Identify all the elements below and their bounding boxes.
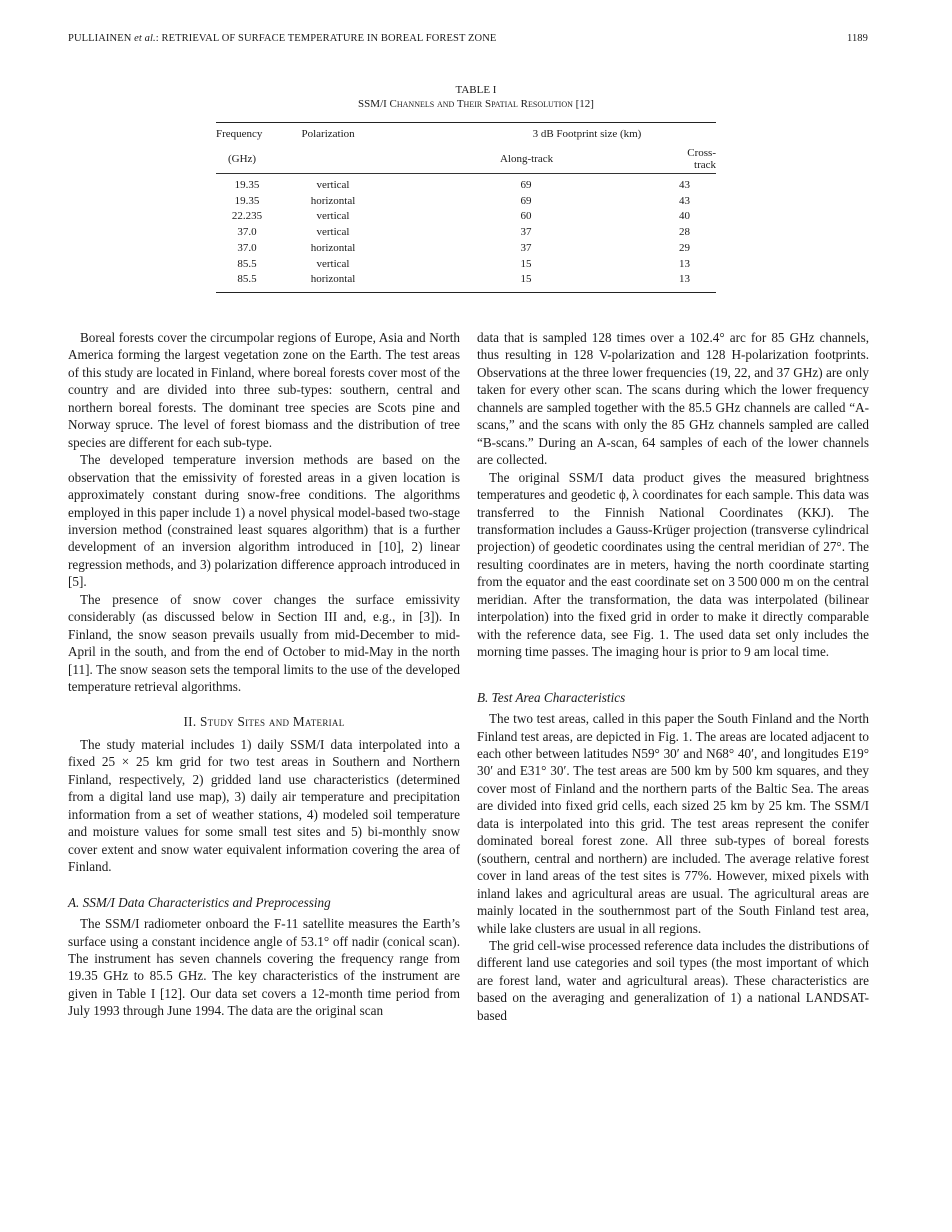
cell-cross: 13 <box>679 257 690 270</box>
ssmi-channels-table <box>216 122 716 293</box>
paragraph: The two test areas, called in this paper the South Finland and the North Finland test areas, are depicted in Fig. 1. The areas are located adjacent to each other between latitudes N59° 30′ and N68° 40′, and longitudes E19° 30′ and E31° 30′. The test areas are 500 km by 500 km squares, and they cover most of Finland and the northern parts of the Baltic Sea. The areas are divided into fixed grid cells, each sized 25 km by 25 km. The SSM/I data is interpolated into this grid. The test areas represent the conifer dominated boreal forest zone. All three sub-types of boreal forests (southern, central and northern) are included. The average relative forest cover in land areas of the test sites is 77%. However, mixed pixels with inland lakes and agricultural areas are usual. The agricultural areas are mainly located in the southernmost part of the South Finland test area, while lake clusters are usual in all regions. <box>477 711 869 936</box>
cell-frequency: 85.5 <box>237 257 257 270</box>
cell-cross: 29 <box>679 241 690 254</box>
header-frequency-unit: (GHz) <box>228 153 257 165</box>
cell-cross: 43 <box>679 194 690 207</box>
cell-along: 69 <box>520 194 532 207</box>
cell-cross: 43 <box>679 179 690 191</box>
header-footprint-group: 3 dB Footprint size (km) <box>532 128 642 140</box>
table-row <box>216 241 716 257</box>
table-header-rule <box>216 173 716 174</box>
table-caption <box>0 83 952 111</box>
page-number: 1189 <box>846 33 868 44</box>
cell-frequency: 85.5 <box>237 273 257 286</box>
paragraph: The developed temperature inversion methods are based on the observation that the emissivity of forested areas in a given location is approximately constant during snow-free conditions. The algorithms employed in this paper include 1) a novel physical model-based two-stage inversion method (constrained least squares algorithm) that is a further development of an inversion algorithm introduced in [10], 2) linear regression methods, and 3) polarization difference approach introduced in [5]. <box>68 452 460 590</box>
table-row <box>216 257 716 273</box>
running-head-paper-title: : RETRIEVAL OF SURFACE TEMPERATURE IN BOREAL FOREST ZONE <box>155 33 497 44</box>
table-title: SSM/I Channels and Their Spatial Resolution [12] <box>358 98 594 110</box>
cell-along: 37 <box>520 241 532 254</box>
table-row <box>216 272 716 288</box>
cell-cross: 40 <box>679 210 690 223</box>
table-body <box>216 178 716 288</box>
cell-polarization: vertical <box>316 179 350 191</box>
cell-frequency: 19.35 <box>234 194 260 207</box>
paragraph: data that is sampled 128 times over a 102.4° arc for 85 GHz channels, thus resulting in 128 V-polarization and 128 H-polarization footprints. Observations at the three lower frequencies (19, 22, and 37 GHz) are only taken for every other scan. The scans during which the lower frequency channels are sampled together with the 85.5 GHz channels are called “A-scans,” and the scans with only the 85 GHz channels sampled are called “B-scans.” During an A-scan, 64 samples of each of the lower channels are collected. <box>477 330 869 468</box>
header-polarization: Polarization <box>301 128 355 140</box>
cell-along: 69 <box>520 179 532 191</box>
paragraph: The study material includes 1) daily SSM/I data interpolated into a fixed 25 × 25 km grid for two test areas in Southern and Northern Finland, respectively, 2) gridded land use characteristics (determined from a digital land use map), 3) daily air temperature and precipitation information from a set of weather stations, 4) modeled soil temperature and moisture values for some small test sites and 5) bi-monthly snow cover extent and snow water equivalent information covering the area of Finland. <box>68 736 460 875</box>
cell-cross: 13 <box>679 273 690 286</box>
subsection-heading-ssmi-data: A. SSM/I Data Characteristics and Preprocessing <box>68 894 331 910</box>
cell-polarization: horizontal <box>310 241 356 254</box>
cell-frequency: 19.35 <box>234 179 260 191</box>
cell-polarization: vertical <box>316 226 350 239</box>
section-heading-study-sites: II. Study Sites and Material <box>183 713 345 729</box>
cell-polarization: horizontal <box>310 273 356 286</box>
cell-frequency: 22.235 <box>231 210 263 223</box>
table-header <box>216 123 716 173</box>
cell-cross: 28 <box>679 226 690 239</box>
table-bottom-rule <box>216 292 716 293</box>
header-cross-track: Cross-track <box>687 147 716 171</box>
right-column <box>477 329 869 1024</box>
cell-along: 60 <box>520 210 532 223</box>
running-head-etal: et al. <box>134 33 156 44</box>
subsection-heading-test-area: B. Test Area Characteristics <box>477 689 626 705</box>
cell-frequency: 37.0 <box>237 226 257 239</box>
table-row <box>216 178 716 194</box>
paragraph: The SSM/I radiometer onboard the F-11 satellite measures the Earth’s surface using a constant incidence angle of 53.1° off nadir (conical scan). The instrument has seven channels covering the frequency range from 19.35 GHz to 85.5 GHz. The key characteristics of the instrument are given in Table I [12]. Our data set covers a 12-month time period from July 1993 through June 1994. The data are the original scan <box>68 916 460 1019</box>
cell-polarization: horizontal <box>310 194 356 207</box>
header-along-track: Along-track <box>499 153 554 165</box>
cell-frequency: 37.0 <box>237 241 257 254</box>
header-empty <box>293 145 397 173</box>
running-head-authors: PULLIAINEN <box>68 33 132 44</box>
paragraph: The presence of snow cover changes the surface emissivity considerably (as discussed below in Section III and, e.g., in [3]). In Finland, the snow season prevails usually from mid-December to mid-April in the south, and from the end of October to mid-May in the north [11]. The snow season sets the temporal limits to the use of the developed temperature retrieval algorithms. <box>68 591 460 695</box>
table-row <box>216 225 716 241</box>
paragraph: Boreal forests cover the circumpolar regions of Europe, Asia and North America forming the largest vegetation zone on the Earth. The test areas of this study are located in Finland, where boreal forests cover most of the country and are divided into three sub-types: southern, central and northern boreal forests. The dominant tree species are Scots pine and Norway spruce. The level of forest biomass and the distribution of tree species are different for each sub-type. <box>68 330 460 450</box>
running-head-title <box>68 33 496 44</box>
table-row <box>216 209 716 225</box>
cell-along: 37 <box>520 226 532 239</box>
running-head <box>68 33 868 49</box>
left-column <box>68 329 460 1020</box>
table-row <box>216 194 716 210</box>
cell-polarization: vertical <box>316 210 350 223</box>
paragraph: The original SSM/I data product gives the measured brightness temperatures and geodetic ϕ, λ coordinates for each sample. This data was transferred to the Finnish National Coordinates (KKJ). The transformation includes a Gauss-Krüger projection (transverse cylindrical projection) of geodetic coordinates using the central meridian of 27°. The resulting coordinates are in meters, having the north coordinate starting from the equator and the east coordinate set on 3 500 000 m on the central meridian. After the transformation, the data was interpolated (bilinear interpolation) into the fixed grid in order to make it directly comparable with the reference data, see Fig. 1. The used data set only includes the morning time passes. The imaging hour is prior to 9 am local time. <box>477 469 869 660</box>
paragraph: The grid cell-wise processed reference data includes the distributions of different land use categories and soil types (the most important of which are forest land, water and agricultural areas). These characteristics are based on the averaging and generalization of 1) a national LANDSAT-based <box>477 937 869 1023</box>
header-frequency: Frequency <box>216 128 263 140</box>
cell-polarization: vertical <box>316 257 350 270</box>
cell-along: 15 <box>520 257 532 270</box>
table-label: TABLE I <box>455 84 497 96</box>
cell-along: 15 <box>520 273 532 286</box>
